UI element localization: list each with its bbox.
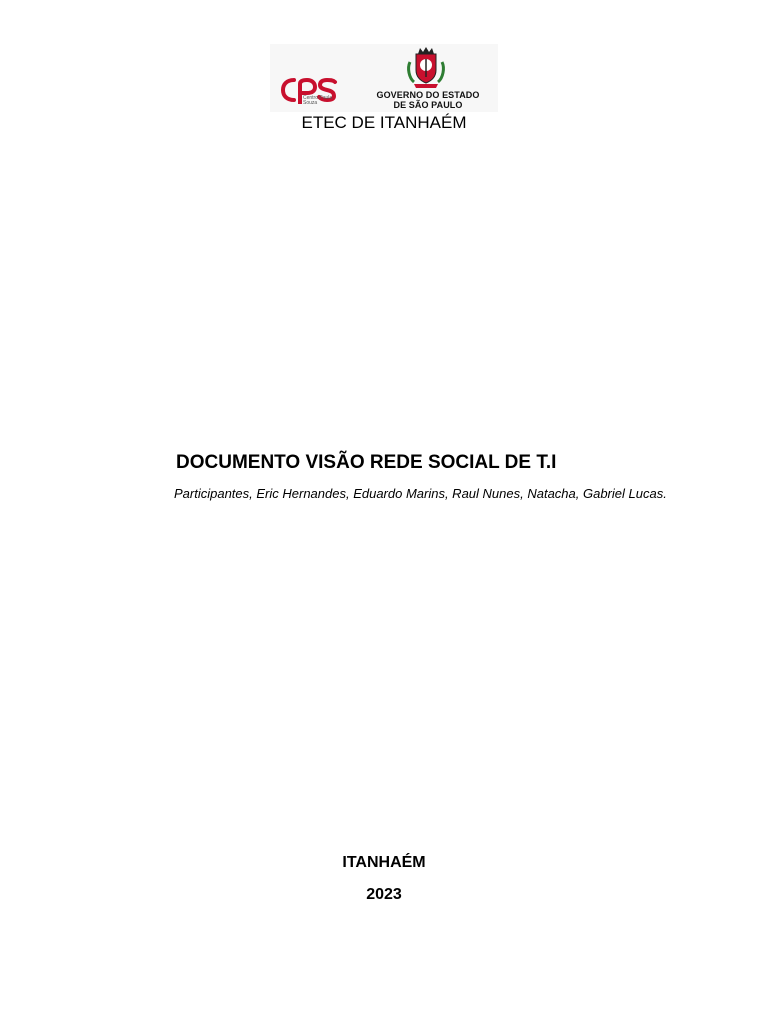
government-line-1: GOVERNO DO ESTADO — [376, 90, 480, 100]
government-line-2: DE SÃO PAULO — [393, 100, 463, 110]
header-logos — [270, 44, 498, 112]
city-name: ITANHAÉM — [342, 854, 426, 871]
sao-paulo-seal — [404, 46, 448, 90]
cps-logo-subtext: Centro Paula Souza — [303, 95, 333, 106]
government-label — [368, 90, 488, 110]
participants-line: Participantes, Eric Hernandes, Eduardo Marins, Raul Nunes, Natacha, Gabriel Lucas. — [174, 486, 667, 501]
document-year: 2023 — [366, 886, 402, 903]
school-name: ETEC DE ITANHAÉM — [301, 113, 467, 132]
document-title: DOCUMENTO VISÃO REDE SOCIAL DE T.I — [176, 452, 557, 473]
